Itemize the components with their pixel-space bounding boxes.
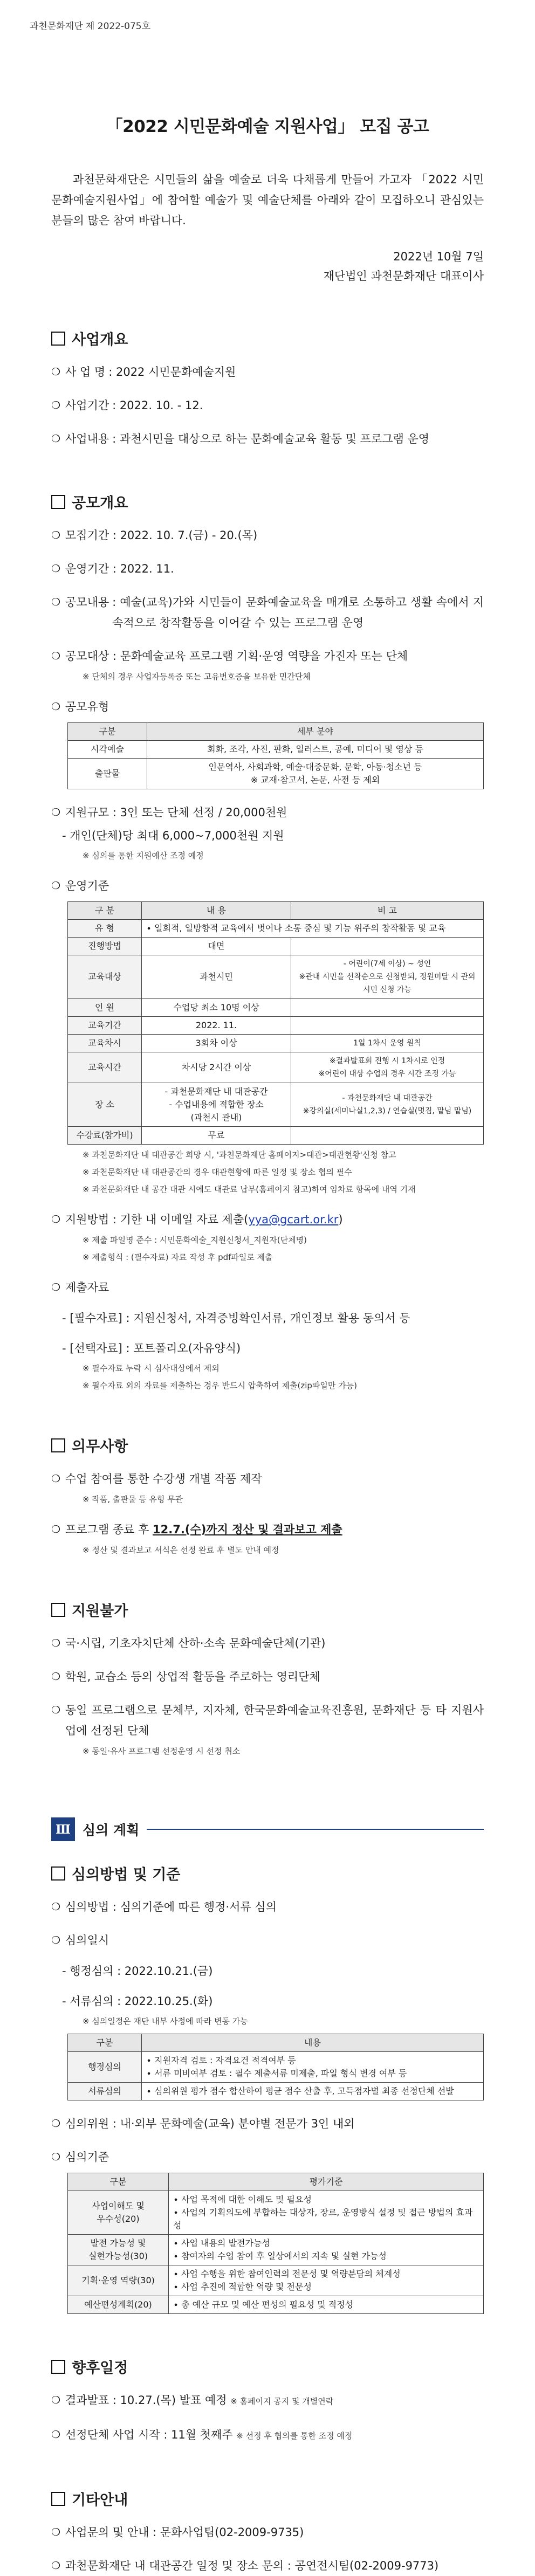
table-cell: 출판물	[68, 759, 147, 789]
table-cell: ∙ 사업 내용의 발전가능성 ∙ 참여자의 수업 참여 후 일상에서의 지속 및 실현 가능성	[169, 2235, 484, 2265]
table-cell: 수강료(참가비)	[68, 1127, 142, 1145]
bullet-icon: ❍	[51, 366, 61, 378]
operation-note: ※ 과천문화재단 내 공간 대관 시에도 대관료 납부(홈페이지 참고)하여 임차료 항목에 내역 기재	[83, 1184, 416, 1194]
table-cell: 회화, 조각, 사진, 판화, 일러스트, 공예, 미디어 및 영상 등	[147, 741, 484, 759]
bullet-icon: ❍	[51, 2526, 61, 2538]
table-row	[68, 2191, 484, 2235]
table-cell: 2022. 11.	[142, 1017, 291, 1035]
issue-date: 2022년 10월 7일	[393, 250, 484, 263]
overview-item	[51, 362, 484, 382]
bullet-icon: ❍	[51, 1473, 61, 1485]
section-etc-heading: 기타안내	[51, 2488, 484, 2509]
ineligible-text: 국·시립, 기초자치단체 산하·소속 문화예술단체(기관)	[65, 1637, 326, 1650]
table-cell: 과천시민	[142, 955, 291, 999]
table-cell: ∙ 심의위원 평가 점수 합산하여 평균 점수 산출 후, 고득점자별 최종 선정단체 선발	[142, 2083, 484, 2100]
ineligible-text: 학원, 교습소 등의 상업적 활동을 주로하는 영리단체	[65, 1670, 320, 1683]
table-cell	[291, 1017, 484, 1035]
apply-note: ※ 제출형식 : (필수자료) 자료 작성 후 pdf파일로 제출	[83, 1252, 273, 1262]
bullet-icon: ❍	[51, 807, 61, 818]
table-row	[68, 2265, 484, 2296]
schedule-note: ※ 선정 후 협의를 통한 조정 예정	[236, 2431, 353, 2441]
bullet-icon: ❍	[51, 400, 61, 411]
bullet-icon: ❍	[51, 433, 61, 445]
review-schedule-heading: ❍ 심의일시	[51, 1930, 484, 1951]
table-cell: - 과천문화재단 내 대관공간 ※강의실(세미나실1,2,3) / 연습실(멋짐, 맡님 맡님)	[291, 1083, 484, 1127]
review-members: ❍ 심의위원 : 내·외부 문화예술(교육) 분야별 전문가 3인 내외	[51, 2113, 484, 2134]
chapter-number: Ⅲ	[51, 1817, 75, 1841]
review-table-header: 구분	[68, 2034, 142, 2052]
overview-label: 사업내용	[65, 432, 109, 445]
table-row	[68, 1127, 484, 1145]
table-row	[68, 920, 484, 938]
table-cell: ∙ 사업 수행을 위한 참여인력의 전문성 및 역량분담의 체계성 ∙ 사업 추진에 적합한 역량 및 전문성	[169, 2265, 484, 2296]
bullet-icon: ❍	[51, 1524, 61, 1535]
docs-required: - [필수자료] : 지원신청서, 자격증빙확인서류, 개인정보 활용 동의서 등	[62, 1312, 410, 1325]
overview-item	[51, 429, 484, 449]
table-cell: 기획·운영 역량(30)	[68, 2265, 169, 2296]
table-cell: 장 소	[68, 1083, 142, 1127]
field-table	[67, 722, 484, 789]
op-table-header: 비 고	[291, 902, 484, 920]
divider	[147, 1829, 484, 1830]
op-table-header: 내 용	[142, 902, 291, 920]
docs-note: ※ 필수자료 누락 시 심사대상에서 제외	[83, 1363, 220, 1373]
bullet-icon: ❍	[51, 2560, 61, 2572]
support-scale-detail: - 개인(단체)당 최대 6,000~7,000천원 지원	[62, 829, 284, 842]
table-cell: ∙ 지원자격 검토 : 자격요건 적격여부 등 ∙ 서류 미비여부 검토 : 필수 제출서류 미제출, 파일 형식 변경 여부 등	[142, 2052, 484, 2083]
ineligible-item	[51, 1666, 484, 1687]
table-cell: 3회차 이상	[142, 1035, 291, 1052]
checkbox-square-icon	[51, 332, 65, 346]
section-call-heading: 공모개요	[51, 491, 484, 512]
criteria-heading: ❍ 심의기준	[51, 2147, 484, 2167]
review-table	[67, 2034, 484, 2100]
checkbox-square-icon	[51, 495, 65, 509]
docs-note: ※ 필수자료 외의 자료를 제출하는 경우 반드시 압축하여 제출(zip파일만 가능)	[83, 1381, 357, 1390]
checkbox-square-icon	[51, 2492, 65, 2506]
contact-venue: ❍ 과천문화재단 내 대관공간 일정 및 장소 문의 : 공연전시팀(02-2009-9773)	[51, 2556, 484, 2576]
table-cell: - 과천문화재단 내 대관공간 - 수업내용에 적합한 장소 (과천시 관내)	[142, 1083, 291, 1127]
schedule-result: ❍ 결과발표 : 10.27.(목) 발표 예정 ※ 홈페이지 공지 및 개별연락	[51, 2390, 484, 2412]
section-overview-heading: 사업개요	[51, 328, 484, 349]
chapter-title: 심의 계획	[83, 1822, 140, 1838]
bullet-icon: ❍	[51, 1637, 61, 1649]
page-title: 「2022 시민문화예술 지원사업」 모집 공고	[106, 117, 429, 136]
criteria-table	[67, 2173, 484, 2314]
overview-label: 사업기간	[65, 399, 109, 412]
duty-note: ※ 정산 및 결과보고 서식은 선정 완료 후 별도 안내 예정	[83, 1545, 279, 1555]
call-content: ❍ 공모내용 : 예술(교육)가와 시민들이 문화예술교육을 매개로 소통하고 생활 속에서 지속적으로 창작활동을 이어갈 수 있는 프로그램 운영	[51, 592, 484, 633]
bullet-icon: ❍	[51, 1934, 61, 1946]
intro-paragraph: 과천문화재단은 시민들의 삶을 예술로 더욱 다채롭게 만들어 가고자 「2022 시민문화예술지원사업」에 참여할 예술가 및 예술단체를 아래와 같이 모집하오니 관심있는 분들의 많은 참여 바랍니다.	[51, 173, 484, 227]
section-duty-heading: 의무사항	[51, 1435, 484, 1456]
table-cell: 시각예술	[68, 741, 147, 759]
checkbox-square-icon	[51, 2360, 65, 2374]
table-cell: ※결과발표회 진행 시 1차시로 인정 ※어린이 대상 수업의 경우 시간 조정 가능	[291, 1052, 484, 1083]
overview-text: : 2022. 10. - 12.	[112, 399, 203, 412]
table-cell: 교육기간	[68, 1017, 142, 1035]
review-date-note: ※ 심의일정은 재단 내부 사정에 따라 변동 가능	[83, 2016, 248, 2026]
table-cell: ∙ 사업 목적에 대한 이해도 및 필요성 ∙ 사업의 기획의도에 부합하는 대상자, 장르, 운영방식 설정 및 접근 방법의 효과성	[169, 2191, 484, 2235]
ineligible-note: ※ 동일·유사 프로그램 선정운영 시 선정 취소	[83, 1746, 241, 1756]
table-cell	[291, 1127, 484, 1145]
apply-method: ❍ 지원방법 : 기한 내 이메일 자료 제출(yya@gcart.or.kr)	[51, 1209, 484, 1230]
bullet-icon: ❍	[51, 2151, 61, 2163]
criteria-table-header: 평가기준	[169, 2173, 484, 2191]
table-cell: ∙ 총 예산 규모 및 예산 편성의 필요성 및 적정성	[169, 2296, 484, 2314]
table-row	[68, 1083, 484, 1127]
bullet-icon: ❍	[51, 1901, 61, 1913]
apply-note: ※ 제출 파일명 준수 : 시민문화예술_지원신청서_지원자(단체명)	[83, 1235, 307, 1245]
bullet-icon: ❍	[51, 1214, 61, 1225]
section-review-heading: 심의방법 및 기준	[51, 1863, 484, 1884]
field-table-header: 구분	[68, 723, 147, 741]
ineligible-item	[51, 1700, 484, 1741]
section-ineligible-heading: 지원불가	[51, 1599, 484, 1620]
checkbox-square-icon	[51, 1438, 65, 1452]
review-date-docs: - 서류심의 : 2022.10.25.(화)	[62, 1995, 213, 2008]
document-number: 과천문화재단 제 2022-075호	[30, 21, 151, 32]
bullet-icon: ❍	[51, 529, 61, 541]
bullet-icon: ❍	[51, 650, 61, 662]
bullet-icon: ❍	[51, 880, 61, 892]
table-cell: 무료	[142, 1127, 291, 1145]
duty-item: ❍ 프로그램 종료 후 12.7.(수)까지 정산 및 결과보고 제출	[51, 1519, 484, 1540]
table-cell: 행정심의	[68, 2052, 142, 2083]
table-row	[68, 955, 484, 999]
review-table-header: 내용	[142, 2034, 484, 2052]
section-schedule-heading: 향후일정	[51, 2356, 484, 2377]
table-cell	[291, 999, 484, 1017]
operation-note: ※ 과천문화재단 내 대관공간의 경우 대관현황에 따른 일정 및 장소 협의 필수	[83, 1167, 352, 1177]
overview-text: : 과천시민을 대상으로 하는 문화예술교육 활동 및 프로그램 운영	[112, 432, 430, 445]
table-cell: 사업이해도 및 우수성(20)	[68, 2191, 169, 2235]
table-cell: 유 형	[68, 920, 142, 938]
target-note: ※ 단체의 경우 사업자등록증 또는 고유번호증을 보유한 민간단체	[83, 672, 311, 681]
overview-item	[51, 395, 484, 416]
apply-email-link[interactable]: yya@gcart.or.kr	[248, 1213, 339, 1226]
op-table-header: 구 분	[68, 902, 142, 920]
duty-note: ※ 작품, 출판물 등 유형 무관	[83, 1494, 183, 1504]
table-row	[68, 999, 484, 1017]
issuer: 재단법인 과천문화재단 대표이사	[323, 270, 484, 283]
bullet-icon: ❍	[51, 563, 61, 575]
table-row	[68, 1035, 484, 1052]
docs-heading: ❍ 제출자료	[51, 1277, 484, 1298]
table-cell: 인문역사, 사회과학, 예술·대중문화, 문학, 아동·청소년 등 ※ 교재·참고서, 논문, 사전 등 제외	[147, 759, 484, 789]
table-row	[68, 741, 484, 759]
review-method: ❍ 심의방법 : 심의기준에 따른 행정·서류 심의	[51, 1897, 484, 1917]
issue-date-block	[51, 247, 484, 286]
table-row	[68, 1017, 484, 1035]
table-cell: 진행방법	[68, 938, 142, 955]
table-cell: ∙ 일회적, 일방향적 교육에서 벗어나 소통 중심 및 기능 위주의 창작활동 및 교육	[142, 920, 484, 938]
table-cell: 대면	[142, 938, 291, 955]
bullet-icon: ❍	[51, 1282, 61, 1293]
table-cell: 수업당 최소 10명 이상	[142, 999, 291, 1017]
table-cell	[291, 938, 484, 955]
chapter-band	[51, 1817, 484, 1841]
checkbox-square-icon	[51, 1866, 65, 1881]
review-date-admin: - 행정심의 : 2022.10.21.(금)	[62, 1965, 213, 1978]
table-cell: 발전 가능성 및 실현가능성(30)	[68, 2235, 169, 2265]
operation-heading: ❍ 운영기준	[51, 876, 484, 896]
table-row	[68, 2235, 484, 2265]
bullet-icon: ❍	[51, 1704, 61, 1716]
operation-table	[67, 901, 484, 1145]
table-cell: 교육차시	[68, 1035, 142, 1052]
table-row	[68, 2296, 484, 2314]
table-row	[68, 938, 484, 955]
table-cell: 1일 1차시 운영 원칙	[291, 1035, 484, 1052]
scale-note: ※ 심의를 통한 지원예산 조정 예정	[83, 851, 204, 860]
ineligible-text: 동일 프로그램으로 문체부, 지자체, 한국문화예술교육진흥원, 문화재단 등 타 지원사업에 선정된 단체	[65, 1704, 484, 1737]
table-cell: 서류심의	[68, 2083, 142, 2100]
bullet-icon: ❍	[51, 596, 61, 608]
table-row	[68, 2052, 484, 2083]
schedule-note: ※ 홈페이지 공지 및 개별연락	[230, 2396, 334, 2406]
checkbox-square-icon	[51, 1603, 65, 1617]
call-period: ❍ 모집기간 : 2022. 10. 7.(금) - 20.(목)	[51, 525, 484, 546]
table-row	[68, 2083, 484, 2100]
bullet-icon: ❍	[51, 2118, 61, 2130]
docs-optional: - [선택자료] : 포트폴리오(자유양식)	[62, 1342, 241, 1355]
ineligible-item	[51, 1633, 484, 1654]
table-cell: 예산편성계획(20)	[68, 2296, 169, 2314]
overview-text: : 2022 시민문화예술지원	[108, 366, 236, 378]
table-cell: - 어린이(7세 이상) ~ 성인 ※관내 시민을 선착순으로 신청받되, 정원미달 시 관외 시민 신청 가능	[291, 955, 484, 999]
table-cell: 인 원	[68, 999, 142, 1017]
criteria-table-header: 구분	[68, 2173, 169, 2191]
contact-program: ❍ 사업문의 및 안내 : 문화사업팀(02-2009-9735)	[51, 2522, 484, 2543]
call-target: ❍ 공모대상 : 문화예술교육 프로그램 기획·운영 역량을 가진자 또는 단체	[51, 646, 484, 666]
run-period: ❍ 운영기간 : 2022. 11.	[51, 559, 484, 579]
overview-label: 사 업 명	[65, 366, 106, 378]
operation-note: ※ 과천문화재단 내 대관공간 희망 시, '과천문화재단 홈페이지>대관>대관현황'신청 참고	[83, 1150, 396, 1160]
duty-item: ❍ 수업 참여를 통한 수강생 개별 작품 제작	[51, 1469, 484, 1489]
bullet-icon: ❍	[51, 2394, 61, 2406]
support-scale: ❍ 지원규모 : 3인 또는 단체 선정 / 20,000천원	[51, 802, 484, 823]
table-cell: 교육시간	[68, 1052, 142, 1083]
field-table-header: 세부 분야	[147, 723, 484, 741]
schedule-start: ❍ 선정단체 사업 시작 : 11월 첫째주 ※ 선정 후 협의를 통한 조정 예정	[51, 2425, 484, 2446]
table-row	[68, 1052, 484, 1083]
table-row	[68, 759, 484, 789]
bullet-icon: ❍	[51, 2429, 61, 2441]
field-heading: ❍ 공모유형	[51, 697, 484, 717]
bullet-icon: ❍	[51, 1671, 61, 1683]
table-cell: 교육대상	[68, 955, 142, 999]
table-cell: 차시당 2시간 이상	[142, 1052, 291, 1083]
bullet-icon: ❍	[51, 701, 61, 713]
